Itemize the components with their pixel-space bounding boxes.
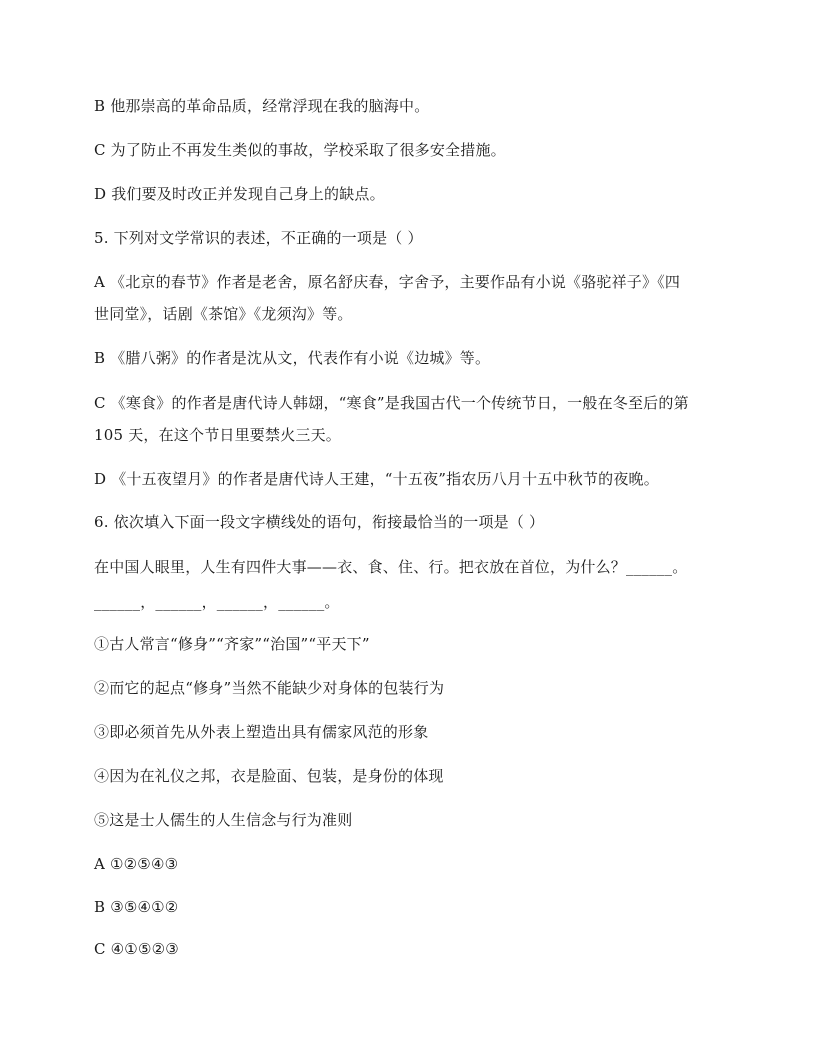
q6-sentence-3: ③即必须首先从外表上塑造出具有儒家风范的形象 <box>94 723 429 741</box>
q6-sentence-1: ①古人常言“修身”“齐家”“治国”“平天下” <box>94 635 370 653</box>
q4-option-d: D 我们要及时改正并发现自己身上的缺点。 <box>94 185 385 203</box>
q4-option-c: C 为了防止不再发生类似的事故，学校采取了很多安全措施。 <box>94 141 506 159</box>
q6-passage-line1: 在中国人眼里，人生有四件大事——衣、食、住、行。把衣放在首位，为什么？______。 <box>94 558 688 576</box>
q6-option-b: B ③⑤④①② <box>94 898 179 916</box>
q6-option-a: A ①②⑤④③ <box>94 855 179 873</box>
q6-option-c: C ④①⑤②③ <box>94 940 179 958</box>
q5-option-b: B 《腊八粥》的作者是沈从文，代表作有小说《边城》等。 <box>94 349 491 367</box>
q5-option-d: D 《十五夜望月》的作者是唐代诗人王建，“十五夜”指农历八月十五中秋节的夜晚。 <box>94 470 659 488</box>
q5-stem: 5. 下列对文学常识的表述，不正确的一项是（ ） <box>94 229 423 247</box>
q6-sentence-4: ④因为在礼仪之邦，衣是脸面、包装，是身份的体现 <box>94 767 444 785</box>
q6-stem: 6. 依次填入下面一段文字横线处的语句，衔接最恰当的一项是（ ） <box>94 513 545 531</box>
q5-option-c-line1: C 《寒食》的作者是唐代诗人韩翃，“寒食”是我国古代一个传统节日，一般在冬至后的第 <box>94 394 689 412</box>
q5-option-c-line2: 105 天，在这个节日里要禁火三天。 <box>94 426 341 444</box>
q5-option-a-line1: A 《北京的春节》作者是老舍，原名舒庆春，字舍予，主要作品有小说《骆驼祥子》《四 <box>94 273 681 291</box>
q5-option-a-line2: 世同堂》，话剧《茶馆》《龙须沟》等。 <box>94 305 353 323</box>
q6-sentence-2: ②而它的起点“修身”当然不能缺少对身体的包装行为 <box>94 679 445 697</box>
q6-sentence-5: ⑤这是士人儒生的人生信念与行为准则 <box>94 811 353 829</box>
q6-passage-line2: ______，______，______，______。 <box>94 593 340 611</box>
q4-option-b: B 他那崇高的革命品质，经常浮现在我的脑海中。 <box>94 97 430 115</box>
